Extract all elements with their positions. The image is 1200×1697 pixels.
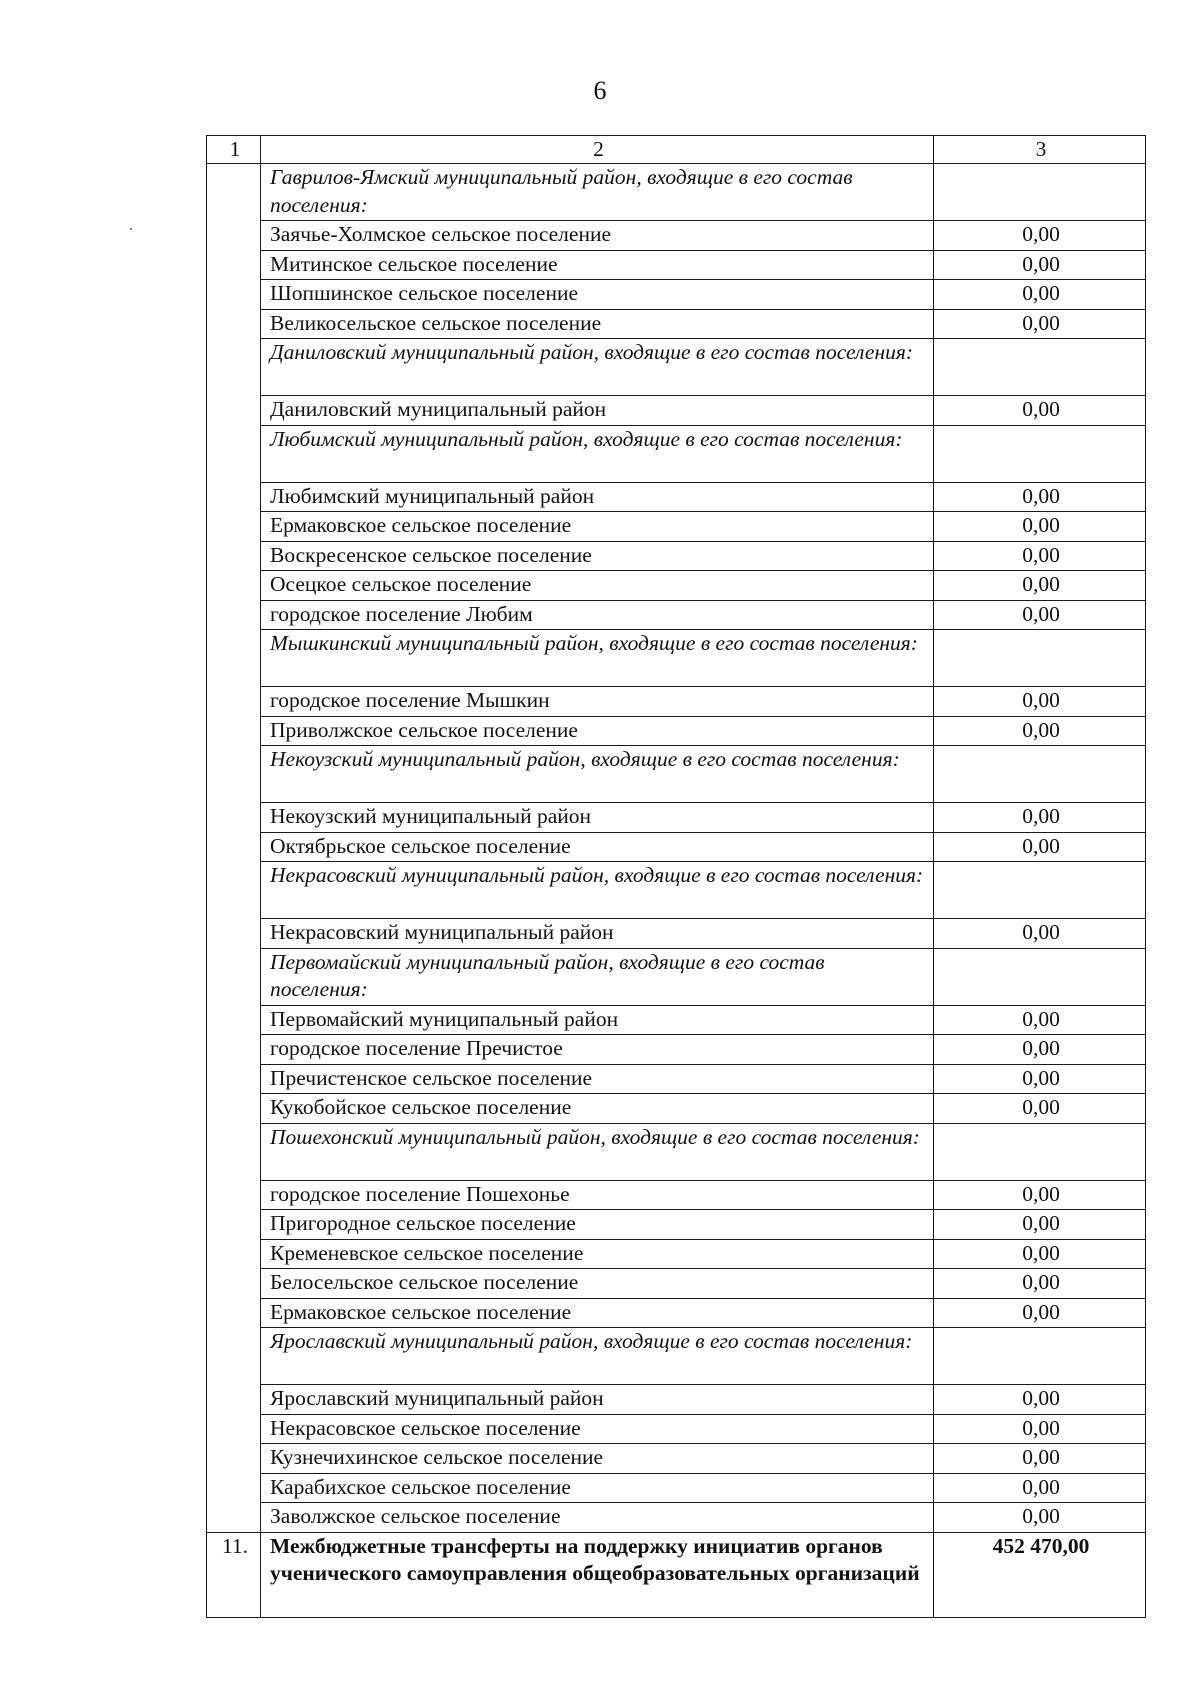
settlement-value: 0,00 [934, 687, 1146, 717]
settlement-value: 0,00 [934, 541, 1146, 571]
group-title: Любимский муниципальный район, входящие в его состав поселения: [261, 425, 934, 482]
header-row [207, 136, 1146, 164]
settlement-value: 0,00 [934, 571, 1146, 601]
settlement-row [207, 396, 1146, 426]
settlement-name: Первомайский муниципальный район [261, 1005, 934, 1035]
settlement-value: 0,00 [934, 1005, 1146, 1035]
group-title: Гаврилов-Ямский муниципальный район, входящие в его состав поселения: [261, 164, 934, 221]
total-item-title: Межбюджетные трансферты на поддержку инициатив органов ученического самоуправления общеобразовательных организаций [261, 1532, 934, 1617]
settlement-name: Ярославский муниципальный район [261, 1385, 934, 1415]
settlement-name: Белосельское сельское поселение [261, 1269, 934, 1299]
settlement-value: 0,00 [934, 1269, 1146, 1299]
settlement-row [207, 1385, 1146, 1415]
group-value-empty [934, 862, 1146, 919]
group-value-empty [934, 1328, 1146, 1385]
settlement-name: Осецкое сельское поселение [261, 571, 934, 601]
settlement-value: 0,00 [934, 919, 1146, 949]
table-body [207, 136, 1146, 1618]
group-value-empty [934, 425, 1146, 482]
settlement-name: Шопшинское сельское поселение [261, 280, 934, 310]
total-item-row [207, 1532, 1146, 1617]
settlement-value: 0,00 [934, 832, 1146, 862]
group-title: Некоузский муниципальный район, входящие в его состав поселения: [261, 746, 934, 803]
settlement-row [207, 221, 1146, 251]
settlement-name: Кукобойское сельское поселение [261, 1094, 934, 1124]
settlement-name: Кременевское сельское поселение [261, 1239, 934, 1269]
group-title: Некрасовский муниципальный район, входящие в его состав поселения: [261, 862, 934, 919]
group-value-empty [934, 746, 1146, 803]
settlement-row [207, 1269, 1146, 1299]
group-heading-row [207, 630, 1146, 687]
settlement-row [207, 1444, 1146, 1474]
settlement-row [207, 1210, 1146, 1240]
group-title: Ярославский муниципальный район, входящие в его состав поселения: [261, 1328, 934, 1385]
settlement-row [207, 803, 1146, 833]
settlement-value: 0,00 [934, 1298, 1146, 1328]
settlement-row [207, 280, 1146, 310]
scan-speck [130, 228, 132, 230]
settlement-value: 0,00 [934, 1210, 1146, 1240]
settlement-name: Некрасовское сельское поселение [261, 1414, 934, 1444]
settlement-row [207, 1005, 1146, 1035]
settlement-row [207, 512, 1146, 542]
settlement-value: 0,00 [934, 1239, 1146, 1269]
page-number: 6 [593, 76, 607, 105]
settlement-value: 0,00 [934, 396, 1146, 426]
settlement-row [207, 1094, 1146, 1124]
settlement-row [207, 1298, 1146, 1328]
group-heading-row [207, 1328, 1146, 1385]
settlement-value: 0,00 [934, 221, 1146, 251]
group-heading-row [207, 948, 1146, 1005]
settlement-name: Некоузский муниципальный район [261, 803, 934, 833]
settlement-value: 0,00 [934, 600, 1146, 630]
settlement-value: 0,00 [934, 482, 1146, 512]
total-item-value: 452 470,00 [934, 1532, 1146, 1617]
settlement-row [207, 1414, 1146, 1444]
settlement-name: Карабихское сельское поселение [261, 1473, 934, 1503]
settlement-value: 0,00 [934, 803, 1146, 833]
item-number-cell [207, 164, 261, 1533]
settlement-row [207, 482, 1146, 512]
group-value-empty [934, 1123, 1146, 1180]
settlement-name: Воскресенское сельское поселение [261, 541, 934, 571]
settlement-name: Пригородное сельское поселение [261, 1210, 934, 1240]
settlement-name: Великосельское сельское поселение [261, 309, 934, 339]
settlement-row [207, 1503, 1146, 1533]
group-value-empty [934, 339, 1146, 396]
total-item-number: 11. [207, 1532, 261, 1617]
group-heading-row [207, 339, 1146, 396]
settlement-value: 0,00 [934, 1444, 1146, 1474]
settlement-value: 0,00 [934, 1064, 1146, 1094]
settlement-row [207, 600, 1146, 630]
settlement-row [207, 1035, 1146, 1065]
settlement-value: 0,00 [934, 1180, 1146, 1210]
group-value-empty [934, 164, 1146, 221]
settlement-value: 0,00 [934, 1503, 1146, 1533]
header-col1: 1 [207, 136, 261, 164]
settlement-name: Пречистенское сельское поселение [261, 1064, 934, 1094]
settlement-name: Приволжское сельское поселение [261, 716, 934, 746]
settlement-name: Ермаковское сельское поселение [261, 1298, 934, 1328]
settlement-row [207, 571, 1146, 601]
settlement-value: 0,00 [934, 1094, 1146, 1124]
group-heading-row [207, 425, 1146, 482]
group-heading-row [207, 164, 1146, 221]
settlement-name: Октябрьское сельское поселение [261, 832, 934, 862]
settlement-value: 0,00 [934, 250, 1146, 280]
transfers-table [206, 135, 1146, 1618]
settlement-value: 0,00 [934, 1385, 1146, 1415]
settlement-value: 0,00 [934, 309, 1146, 339]
group-title: Даниловский муниципальный район, входящие в его состав поселения: [261, 339, 934, 396]
group-heading-row [207, 746, 1146, 803]
header-col2: 2 [261, 136, 934, 164]
settlement-row [207, 541, 1146, 571]
group-value-empty [934, 630, 1146, 687]
header-col3: 3 [934, 136, 1146, 164]
group-title: Мышкинский муниципальный район, входящие в его состав поселения: [261, 630, 934, 687]
settlement-value: 0,00 [934, 1035, 1146, 1065]
group-heading-row [207, 862, 1146, 919]
settlement-name: Заячье-Холмское сельское поселение [261, 221, 934, 251]
group-title: Первомайский муниципальный район, входящие в его состав поселения: [261, 948, 934, 1005]
settlement-name: Кузнечихинское сельское поселение [261, 1444, 934, 1474]
settlement-name: Любимский муниципальный район [261, 482, 934, 512]
settlement-name: городское поселение Мышкин [261, 687, 934, 717]
settlement-value: 0,00 [934, 280, 1146, 310]
settlement-name: городское поселение Пречистое [261, 1035, 934, 1065]
settlement-row [207, 1180, 1146, 1210]
settlement-name: Заволжское сельское поселение [261, 1503, 934, 1533]
settlement-name: городское поселение Пошехонье [261, 1180, 934, 1210]
settlement-name: Ермаковское сельское поселение [261, 512, 934, 542]
settlement-row [207, 832, 1146, 862]
group-heading-row [207, 1123, 1146, 1180]
settlement-value: 0,00 [934, 512, 1146, 542]
settlement-row [207, 1473, 1146, 1503]
settlement-value: 0,00 [934, 1414, 1146, 1444]
settlement-value: 0,00 [934, 716, 1146, 746]
settlement-name: Некрасовский муниципальный район [261, 919, 934, 949]
settlement-name: Митинское сельское поселение [261, 250, 934, 280]
settlement-row [207, 1239, 1146, 1269]
settlement-value: 0,00 [934, 1473, 1146, 1503]
settlement-row [207, 309, 1146, 339]
group-value-empty [934, 948, 1146, 1005]
group-title: Пошехонский муниципальный район, входящие в его состав поселения: [261, 1123, 934, 1180]
settlement-name: Даниловский муниципальный район [261, 396, 934, 426]
settlement-row [207, 716, 1146, 746]
settlement-row [207, 919, 1146, 949]
settlement-row [207, 1064, 1146, 1094]
settlement-row [207, 250, 1146, 280]
settlement-name: городское поселение Любим [261, 600, 934, 630]
settlement-row [207, 687, 1146, 717]
